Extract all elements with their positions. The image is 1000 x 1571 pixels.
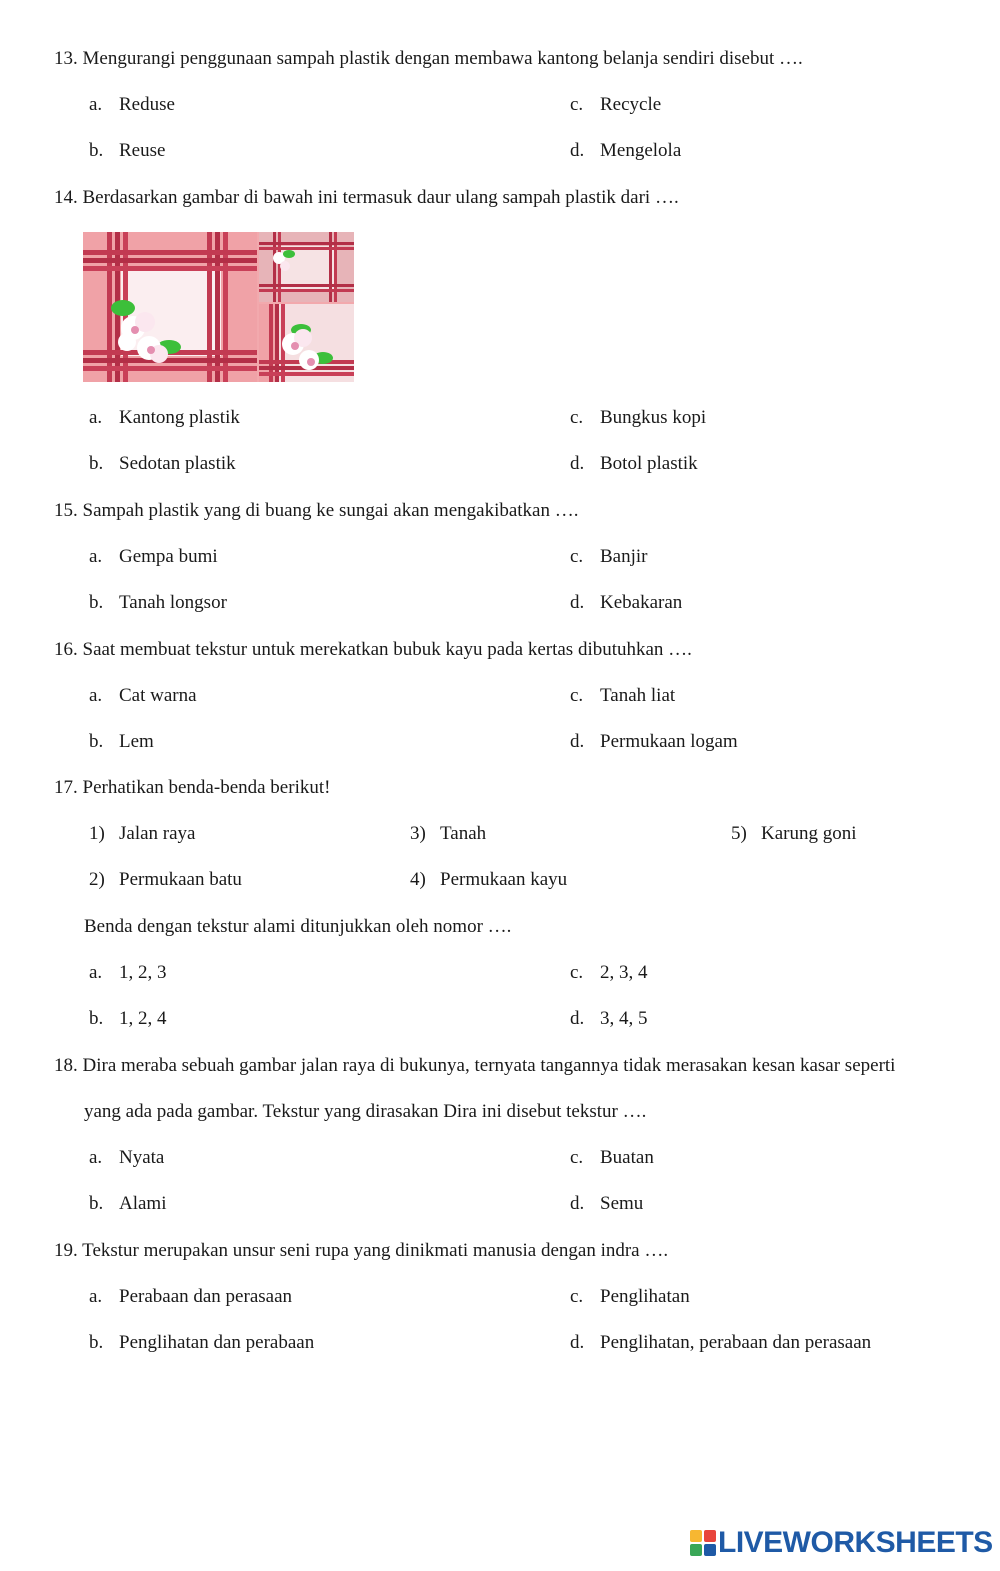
option-14a[interactable]: a. Kantong plastik bbox=[89, 407, 240, 428]
straw-frame-illustration bbox=[83, 232, 354, 382]
option-14b[interactable]: b. Sedotan plastik bbox=[89, 453, 236, 474]
question-text: Saat membuat tekstur untuk merekatkan bubuk kayu pada kertas dibutuhkan …. bbox=[82, 639, 692, 660]
option-15a[interactable]: a. Gempa bumi bbox=[89, 546, 218, 567]
option-17d[interactable]: d. 3, 4, 5 bbox=[570, 1008, 648, 1029]
list-item-5: 5) Karung goni bbox=[731, 823, 857, 844]
option-13d[interactable]: d. Mengelola bbox=[570, 140, 682, 161]
list-item-1: 1) Jalan raya bbox=[89, 823, 196, 844]
option-17b[interactable]: b. 1, 2, 4 bbox=[89, 1008, 167, 1029]
question-number: 16. bbox=[54, 639, 78, 660]
question-17 bbox=[54, 777, 330, 799]
question-number: 17. bbox=[54, 777, 78, 798]
liveworksheets-logo-icon bbox=[690, 1530, 716, 1556]
question-number: 15. bbox=[54, 500, 78, 521]
option-19b[interactable]: b. Penglihatan dan perabaan bbox=[89, 1332, 315, 1353]
option-16d[interactable]: d. Permukaan logam bbox=[570, 731, 738, 752]
option-18c[interactable]: c. Buatan bbox=[570, 1147, 654, 1168]
option-19a[interactable]: a. Perabaan dan perasaan bbox=[89, 1286, 293, 1307]
option-16b[interactable]: b. Lem bbox=[89, 731, 154, 752]
logo-text: LIVEWORKSHEETS bbox=[718, 1526, 993, 1559]
question-text: Berdasarkan gambar di bawah ini termasuk daur ulang sampah plastik dari …. bbox=[82, 187, 679, 208]
option-17a[interactable]: a. 1, 2, 3 bbox=[89, 962, 167, 983]
option-13c[interactable]: c. Recycle bbox=[570, 94, 662, 115]
list-item-3: 3) Tanah bbox=[410, 823, 487, 844]
question-number: 14. bbox=[54, 187, 78, 208]
question-16 bbox=[54, 639, 692, 661]
question-text: Dira meraba sebuah gambar jalan raya di bukunya, ternyata tangannya tidak merasakan kesan kasar seperti bbox=[82, 1055, 896, 1076]
question-number: 18. bbox=[54, 1055, 78, 1076]
option-17c[interactable]: c. 2, 3, 4 bbox=[570, 962, 648, 983]
option-19d[interactable]: d. Penglihatan, perabaan dan perasaan bbox=[570, 1332, 872, 1353]
option-13a[interactable]: a. Reduse bbox=[89, 94, 175, 115]
option-13b[interactable]: b. Reuse bbox=[89, 140, 166, 161]
question-15 bbox=[54, 500, 579, 522]
option-18d[interactable]: d. Semu bbox=[570, 1193, 644, 1214]
question-13 bbox=[54, 48, 803, 70]
straw-frame-picture bbox=[83, 232, 354, 382]
option-15b[interactable]: b. Tanah longsor bbox=[89, 592, 227, 613]
option-16a[interactable]: a. Cat warna bbox=[89, 685, 197, 706]
question-18-line2: yang ada pada gambar. Tekstur yang dirasakan Dira ini disebut tekstur …. bbox=[84, 1101, 647, 1122]
option-15d[interactable]: d. Kebakaran bbox=[570, 592, 683, 613]
option-19c[interactable]: c. Penglihatan bbox=[570, 1286, 690, 1307]
option-18b[interactable]: b. Alami bbox=[89, 1193, 167, 1214]
question-18 bbox=[54, 1055, 895, 1077]
question-number: 19. bbox=[54, 1240, 78, 1261]
question-14 bbox=[54, 187, 679, 209]
option-14d[interactable]: d. Botol plastik bbox=[570, 453, 698, 474]
question-text: Perhatikan benda-benda berikut! bbox=[82, 777, 331, 798]
question-text: Mengurangi penggunaan sampah plastik dengan membawa kantong belanja sendiri disebut …. bbox=[82, 48, 803, 69]
option-15c[interactable]: c. Banjir bbox=[570, 546, 648, 567]
question-17-stem: Benda dengan tekstur alami ditunjukkan oleh nomor …. bbox=[84, 916, 512, 937]
question-text: Sampah plastik yang di buang ke sungai akan mengakibatkan …. bbox=[82, 500, 579, 521]
question-number: 13. bbox=[54, 48, 78, 69]
option-16c[interactable]: c. Tanah liat bbox=[570, 685, 676, 706]
option-14c[interactable]: c. Bungkus kopi bbox=[570, 407, 707, 428]
question-19 bbox=[54, 1240, 668, 1262]
option-18a[interactable]: a. Nyata bbox=[89, 1147, 165, 1168]
list-item-4: 4) Permukaan kayu bbox=[410, 869, 568, 890]
question-text: Tekstur merupakan unsur seni rupa yang dinikmati manusia dengan indra …. bbox=[82, 1240, 669, 1261]
liveworksheets-logo[interactable] bbox=[690, 1526, 993, 1560]
list-item-2: 2) Permukaan batu bbox=[89, 869, 242, 890]
